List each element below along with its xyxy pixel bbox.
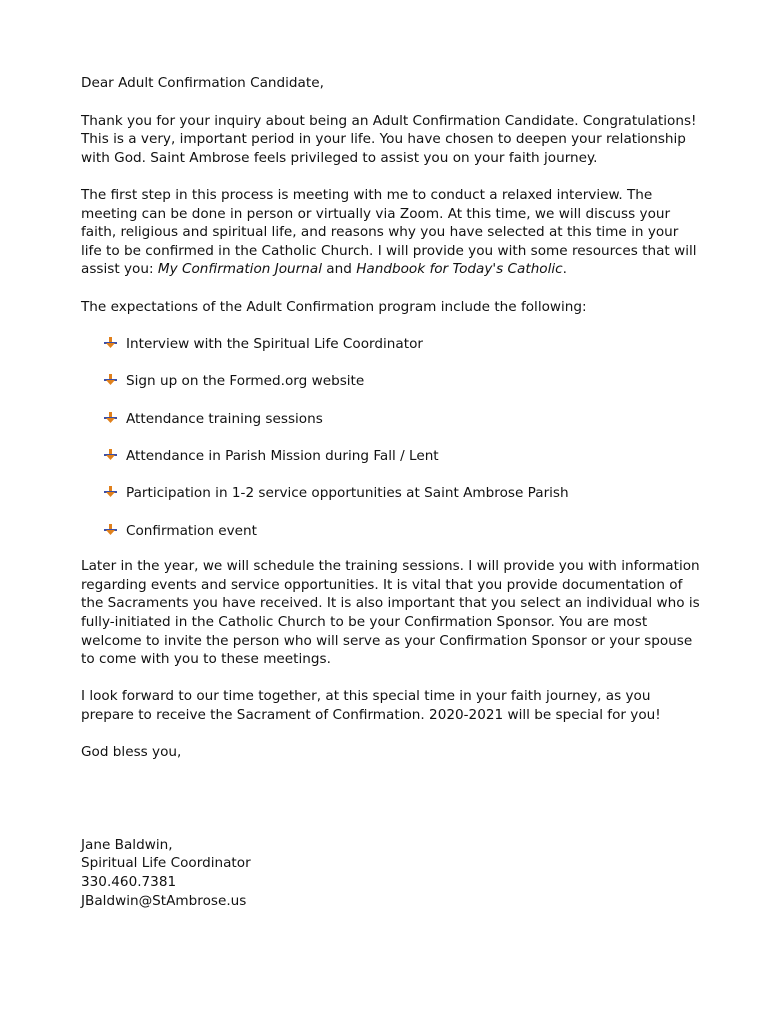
arrow-bullet-icon (104, 524, 118, 536)
paragraph-look-forward: I look forward to our time together, at this special time in your faith journey, as you prepare to receive the Sacrament of Confirmation. 2020-2021 will be special for you! (81, 688, 661, 724)
list-item (81, 447, 701, 466)
greeting: Dear Adult Confirmation Candidate, (81, 75, 324, 91)
arrow-bullet-icon (104, 412, 118, 424)
list-item-label: Sign up on the Formed.org website (126, 373, 365, 390)
list-item (81, 335, 701, 354)
list-item-label: Confirmation event (126, 522, 257, 539)
paragraph-first-step-text: The first step in this process is meeting with me to conduct a relaxed interview. The meeting can be done in person or virtually via Zoom. At this time, we will discuss your faith, religious and spiritual life, and reasons why you have selected at this time in your life to be confirmed in the Catholic Church. I will provide you with some resources that will assist you: (81, 186, 697, 278)
signature-phone: 330.460.7381 (81, 873, 177, 890)
list-item (81, 410, 701, 429)
list-item-label: Interview with the Spiritual Life Coordinator (126, 335, 423, 352)
letter (81, 74, 701, 910)
list-item (81, 522, 701, 541)
resource-handbook-title: Handbook for Today's Catholic (356, 261, 563, 278)
arrow-bullet-icon (104, 374, 118, 386)
arrow-bullet-icon (104, 449, 118, 461)
list-item-label: Attendance training sessions (126, 410, 323, 427)
signature-block (81, 836, 701, 910)
list-item-label: Participation in 1-2 service opportunities at Saint Ambrose Parish (126, 485, 569, 502)
paragraph-intro: Thank you for your inquiry about being an Adult Confirmation Candidate. Congratulations! This is a very, important period in your life. You have chosen to deepen your relationship with God. Saint Ambrose feels privileged to assist you on your faith journey. (81, 112, 697, 166)
resource-journal-title: My Confirmation Journal (157, 261, 322, 278)
signature-email: JBaldwin@StAmbrose.us (81, 892, 247, 909)
list-item-label: Attendance in Parish Mission during Fall / Lent (126, 447, 439, 464)
list-item (81, 372, 701, 391)
paragraph-first-step (81, 186, 701, 279)
resource-joiner: and (321, 261, 357, 278)
signature-name: Jane Baldwin, (81, 836, 173, 853)
arrow-bullet-icon (104, 337, 118, 349)
expectations-list (81, 335, 701, 541)
arrow-bullet-icon (104, 486, 118, 498)
resource-end: . (562, 261, 567, 278)
expectations-intro: The expectations of the Adult Confirmation program include the following: (81, 298, 587, 315)
signature-title: Spiritual Life Coordinator (81, 855, 251, 872)
closing: God bless you, (81, 744, 182, 761)
paragraph-training: Later in the year, we will schedule the training sessions. I will provide you with information regarding events and service opportunities. It is vital that you provide documentation of the Sacraments you have received. It is also important that you select an individual who is fully-initiated in the Catholic Church to be your Confirmation Sponsor. You are most welcome to invite the person who will serve as your Confirmation Sponsor or your spouse to come with you to these meetings. (81, 558, 700, 668)
list-item (81, 484, 701, 503)
